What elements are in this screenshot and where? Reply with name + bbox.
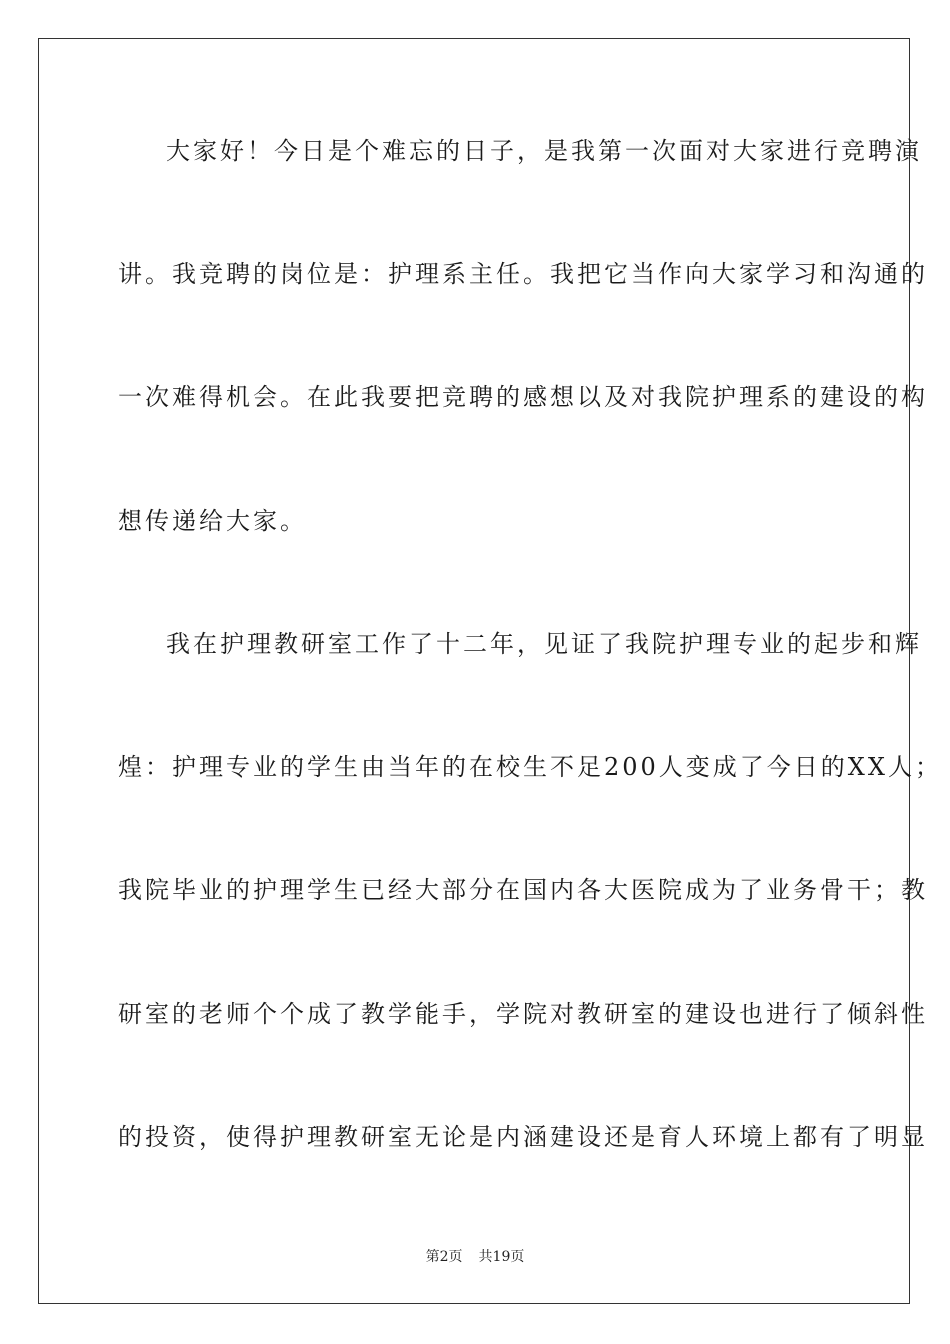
paragraph-line: 的投资，使得护理教研室无论是内涵建设还是育人环境上都有了明显 [118, 1123, 928, 1151]
page-number: 第2页 [425, 1249, 463, 1265]
paragraph-line: 我在护理教研室工作了十二年，见证了我院护理专业的起步和辉 [166, 630, 922, 658]
paragraph-line: 我院毕业的护理学生已经大部分在国内各大医院成为了业务骨干；教 [118, 876, 928, 904]
paragraph-line: 煌：护理专业的学生由当年的在校生不足200人变成了今日的XX人； [118, 753, 942, 781]
paragraph-line: 研室的老师个个成了教学能手，学院对教研室的建设也进行了倾斜性 [118, 1000, 928, 1028]
paragraph-line: 讲。我竞聘的岗位是：护理系主任。我把它当作向大家学习和沟通的 [118, 260, 928, 288]
paragraph-line: 大家好！今日是个难忘的日子，是我第一次面对大家进行竞聘演 [166, 137, 922, 165]
paragraph-line: 想传递给大家。 [118, 507, 307, 535]
page-total: 共19页 [478, 1249, 525, 1265]
paragraph-line: 一次难得机会。在此我要把竞聘的感想以及对我院护理系的建设的构 [118, 383, 928, 411]
page-frame [38, 38, 942, 1304]
page-footer [0, 1247, 950, 1267]
